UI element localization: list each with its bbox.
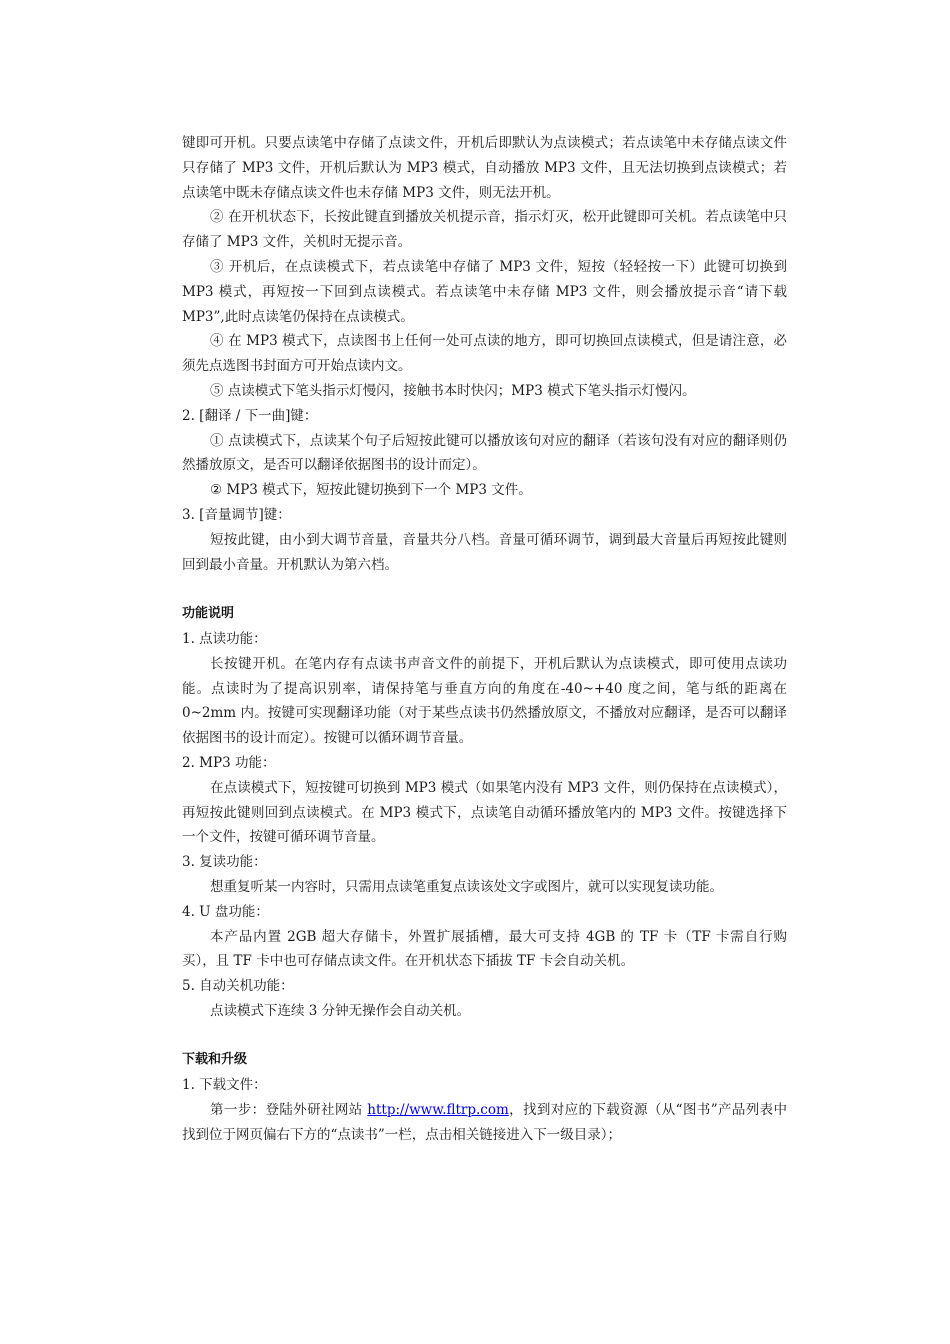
auto-off-function-text: 点读模式下连续 3 分钟无操作会自动关机。 [210,1002,471,1019]
indicator-light-instruction: ⑤ 点读模式下笔头指示灯慢闪，接触书本时快闪；MP3 模式下笔头指示灯慢闪。 [210,382,696,399]
repeat-function-title: 3. 复读功能： [182,854,267,871]
mp3-mode-instruction: ④ 在 MP3 模式下，点读图书上任何一处可点读的地方，即可切换回点读模式，但是请注意，必须先点选图书封面方可开始点读内文。 [182,333,787,375]
mp3-function-text: 在点读模式下，短按键可切换到 MP3 模式（如果笔内没有 MP3 文件，则仍保持在点读模式），再短按此键则回到点读模式。在 MP3 模式下，点读笔自动循环播放笔内的 MP3 文件。按键选择下一个文件，按键可循环调节音量。 [182,779,787,846]
function-section-title: 功能说明 [182,606,235,622]
volume-instruction: 短按此键，由小到大调节音量，音量共分八档。音量可循环调节，调到最大音量后再短按此键则回到最小音量。开机默认为第六档。 [182,531,787,573]
translate-key-heading: 2. [翻译 / 下一曲]键： [182,407,318,424]
fltrp-website-link[interactable]: http://www.fltrp.com [367,1102,509,1119]
section-spacer [182,1024,787,1049]
power-key-continued-text: 键即可开机。只要点读笔中存储了点读文件，开机后即默认为点读模式；若点读笔中未存储点读文件只存储了 MP3 文件，开机后默认为 MP3 模式，自动播放 MP3 文件，且无法切换到点读模式；若点读笔中既未存储点读文件也未存储 MP3 文件，则无法开机。 [182,135,787,201]
mode-switch-instruction: ③ 开机后，在点读模式下，若点读笔中存储了 MP3 文件，短按（轻轻按一下）此键可切换到 MP3 模式，再短按一下回到点读模式。若点读笔中未存储 MP3 文件，则会播放提示音“请下载 MP3”,此时点读笔仍保持在点读模式。 [182,258,787,325]
usb-function-title: 4. U 盘功能： [182,903,269,920]
volume-key-heading: 3. [音量调节]键： [182,506,291,523]
mp3-function-title: 2. MP3 功能： [182,754,276,771]
reading-function-title: 1. 点读功能： [182,630,267,647]
step-one-suffix: ，找到对应的下载资源（从“图书”产品列表中找到位于网页偏右下方的“点读书”一栏，点击相关链接进入下一级目录）； [182,1102,787,1143]
repeat-function-text: 想重复听某一内容时，只需用点读笔重复点读该处文字或图片，就可以实现复读功能。 [210,878,723,895]
document-page [182,131,787,1148]
step-one-prefix: 第一步：登陆外研社网站 [210,1102,368,1119]
download-step-one [182,1098,787,1148]
translate-instruction: ① 点读模式下，点读某个句子后短按此键可以播放该句对应的翻译（若该句没有对应的翻译则仍然播放原文，是否可以翻译依据图书的设计而定）。 [182,432,787,474]
power-off-instruction: ② 在开机状态下，长按此键直到播放关机提示音，指示灯灭，松开此键即可关机。若点读笔中只存储了 MP3 文件，关机时无提示音。 [182,209,787,251]
download-section-title: 下载和升级 [182,1052,248,1068]
usb-function-text: 本产品内置 2GB 超大存储卡，外置扩展插槽，最大可支持 4GB 的 TF 卡（TF 卡需自行购买），且 TF 卡中也可存储点读文件。在开机状态下插拔 TF 卡会自动关机。 [182,928,787,970]
download-files-title: 1. 下载文件： [182,1077,267,1094]
next-track-instruction: ② MP3 模式下，短按此键切换到下一个 MP3 文件。 [210,482,532,499]
reading-function-text: 长按键开机。在笔内存有点读书声音文件的前提下，开机后默认为点读模式，即可使用点读功能。点读时为了提高识别率，请保持笔与垂直方向的角度在-40~+40 度之间，笔与纸的距离在 0~2mm 内。按键可实现翻译功能（对于某些点读书仍然播放原文，不播放对应翻译，是否可以翻译依据图书的设计而定）。按键可以循环调节音量。 [182,655,787,747]
auto-off-function-title: 5. 自动关机功能： [182,978,294,995]
section-spacer [182,577,787,602]
